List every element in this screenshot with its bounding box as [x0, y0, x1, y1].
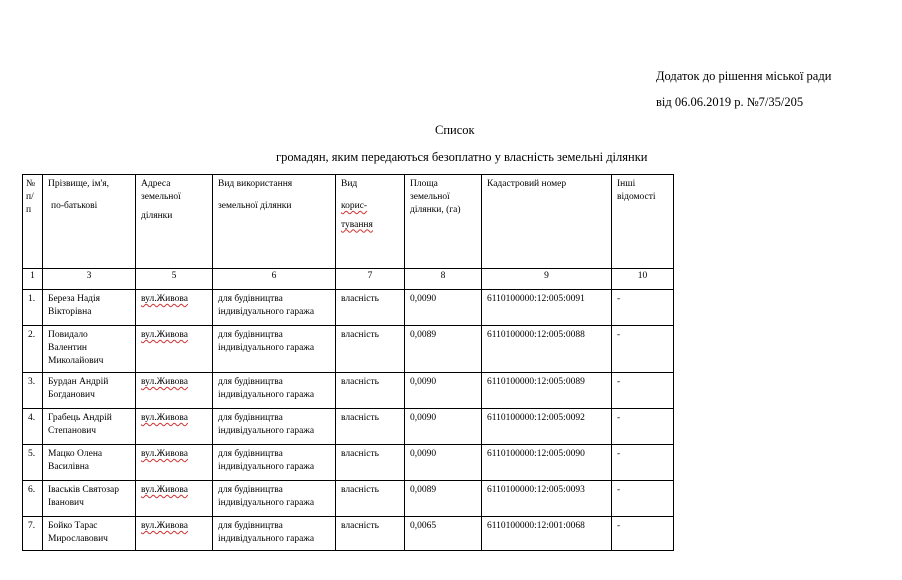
area: 0,0090: [405, 409, 482, 445]
address: вул.Живова: [136, 409, 213, 445]
header-number: № п/ п: [23, 175, 43, 269]
land-usage: для будівництва індивідуального гаража: [213, 373, 336, 409]
table-row: [23, 481, 674, 517]
land-usage: для будівництва індивідуального гаража: [213, 290, 336, 326]
document-subtitle: громадян, яким передаються безоплатно у власність земельні ділянки: [276, 150, 648, 164]
land-usage: для будівництва індивідуального гаража: [213, 409, 336, 445]
table-header-row: [23, 175, 674, 269]
other-info: -: [612, 373, 674, 409]
other-info: -: [612, 517, 674, 551]
use-type: власність: [336, 481, 405, 517]
land-usage: для будівництва індивідуального гаража: [213, 517, 336, 551]
use-type: власність: [336, 409, 405, 445]
full-name: Повидало Валентин Миколайович: [43, 326, 136, 373]
appendix-line-1: Додаток до рішення міської ради: [656, 69, 832, 83]
column-number: 8: [405, 269, 482, 290]
row-number: 6.: [23, 481, 43, 517]
row-number: 3.: [23, 373, 43, 409]
land-usage: для будівництва індивідуального гаража: [213, 481, 336, 517]
address: вул.Живова: [136, 481, 213, 517]
full-name: Грабець Андрій Степанович: [43, 409, 136, 445]
column-numbers-row: [23, 269, 674, 290]
land-usage: для будівництва індивідуального гаража: [213, 326, 336, 373]
full-name: Береза Надія Вікторівна: [43, 290, 136, 326]
area: 0,0065: [405, 517, 482, 551]
cadastral-number: 6110100000:12:005:0090: [482, 445, 612, 481]
other-info: -: [612, 290, 674, 326]
header-full-name: Прізвище, ім'я, по-батькові: [43, 175, 136, 269]
address: вул.Живова: [136, 517, 213, 551]
cadastral-number: 6110100000:12:005:0092: [482, 409, 612, 445]
cadastral-number: 6110100000:12:005:0091: [482, 290, 612, 326]
land-plots-table: [22, 174, 674, 551]
address: вул.Живова: [136, 373, 213, 409]
use-type: власність: [336, 326, 405, 373]
column-number: 9: [482, 269, 612, 290]
row-number: 2.: [23, 326, 43, 373]
table-row: [23, 290, 674, 326]
table-row: [23, 409, 674, 445]
header-other-info: Інші відомості: [612, 175, 674, 269]
use-type: власність: [336, 290, 405, 326]
table-row: [23, 326, 674, 373]
cadastral-number: 6110100000:12:001:0068: [482, 517, 612, 551]
cadastral-number: 6110100000:12:005:0088: [482, 326, 612, 373]
table-row: [23, 517, 674, 551]
column-number: 5: [136, 269, 213, 290]
use-type: власність: [336, 445, 405, 481]
land-usage: для будівництва індивідуального гаража: [213, 445, 336, 481]
other-info: -: [612, 445, 674, 481]
full-name: Іваськів Святозар Іванович: [43, 481, 136, 517]
address: вул.Живова: [136, 290, 213, 326]
area: 0,0090: [405, 445, 482, 481]
column-number: 6: [213, 269, 336, 290]
column-number: 1: [23, 269, 43, 290]
table-row: [23, 445, 674, 481]
row-number: 1.: [23, 290, 43, 326]
header-use-type: Вид корис- тування: [336, 175, 405, 269]
full-name: Мацко Олена Василівна: [43, 445, 136, 481]
header-address: Адреса земельної ділянки: [136, 175, 213, 269]
address: вул.Живова: [136, 326, 213, 373]
column-number: 7: [336, 269, 405, 290]
header-area: Площа земельної ділянки, (га): [405, 175, 482, 269]
document-title: Список: [435, 123, 475, 137]
header-land-usage: Вид використання земельної ділянки: [213, 175, 336, 269]
use-type: власність: [336, 373, 405, 409]
other-info: -: [612, 326, 674, 373]
area: 0,0089: [405, 326, 482, 373]
table-row: [23, 373, 674, 409]
full-name: Бойко Тарас Мирославович: [43, 517, 136, 551]
row-number: 7.: [23, 517, 43, 551]
row-number: 4.: [23, 409, 43, 445]
area: 0,0090: [405, 373, 482, 409]
cadastral-number: 6110100000:12:005:0093: [482, 481, 612, 517]
cadastral-number: 6110100000:12:005:0089: [482, 373, 612, 409]
appendix-line-2: від 06.06.2019 р. №7/35/205: [656, 95, 804, 109]
row-number: 5.: [23, 445, 43, 481]
header-cadastral-number: Кадастровий номер: [482, 175, 612, 269]
full-name: Бурдан Андрій Богданович: [43, 373, 136, 409]
other-info: -: [612, 481, 674, 517]
use-type: власність: [336, 517, 405, 551]
column-number: 3: [43, 269, 136, 290]
other-info: -: [612, 409, 674, 445]
area: 0,0089: [405, 481, 482, 517]
address: вул.Живова: [136, 445, 213, 481]
area: 0,0090: [405, 290, 482, 326]
column-number: 10: [612, 269, 674, 290]
